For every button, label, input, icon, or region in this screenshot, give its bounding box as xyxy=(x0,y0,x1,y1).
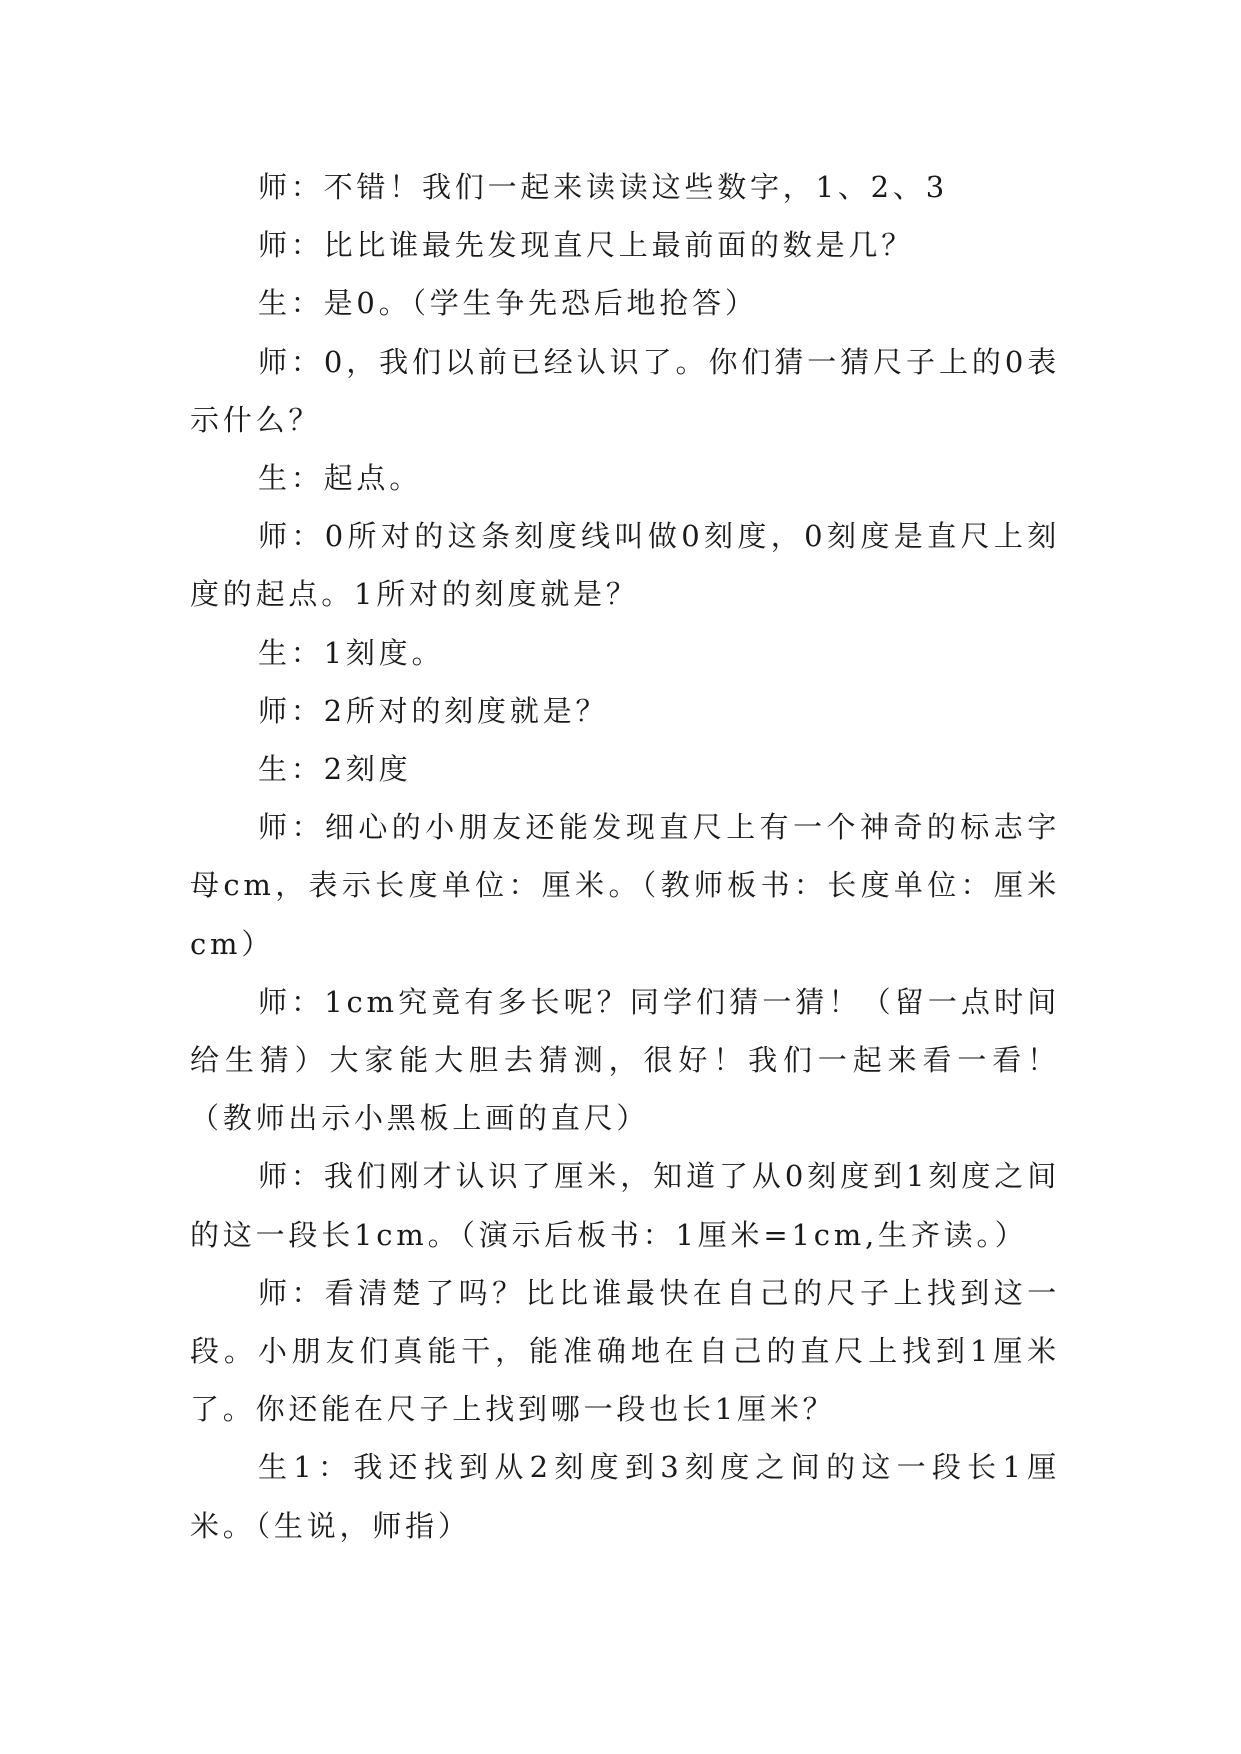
paragraph: 师：2所对的刻度就是？ xyxy=(258,693,609,728)
paragraph: 生：起点。 xyxy=(258,461,423,496)
paragraph: 生1：我还找到从2刻度到3刻度之间的这一段长1厘米。（生说，师指） xyxy=(190,1450,1060,1543)
paragraph: 师：比比谁最先发现直尺上最前面的数是几？ xyxy=(258,228,915,263)
paragraph: 师：不错！我们一起来读读这些数字，1、2、3 xyxy=(258,170,948,204)
paragraph: 生：是0。（学生争先恐后地抢答） xyxy=(258,286,758,321)
paragraph: 师：我们刚才认识了厘米，知道了从0刻度到1刻度之间的这一段长1cm。（演示后板书：1厘米=1cm,生齐读。） xyxy=(190,1159,1060,1252)
paragraph: 师：0所对的这条刻度线叫做0刻度，0刻度是直尺上刻度的起点。1所对的刻度就是？ xyxy=(190,519,1060,612)
paragraph: 生：1刻度。 xyxy=(258,635,445,670)
document-body xyxy=(190,158,1060,1555)
paragraph: 师：细心的小朋友还能发现直尺上有一个神奇的标志字母cm，表示长度单位：厘米。（教师板书：长度单位：厘米cm） xyxy=(190,810,1060,961)
paragraph: 师：0，我们以前已经认识了。你们猜一猜尺子上的0表示什么？ xyxy=(190,344,1060,437)
paragraph: 生：2刻度 xyxy=(258,752,412,787)
paragraph: 师：看清楚了吗？比比谁最快在自己的尺子上找到这一段。小朋友们真能干，能准确地在自己的直尺上找到1厘米了。你还能在尺子上找到哪一段也长1厘米？ xyxy=(190,1275,1060,1427)
paragraph: 师：1cm究竟有多长呢？同学们猜一猜！（留一点时间给生猜）大家能大胆去猜测，很好！我们一起来看一看！（教师出示小黑板上画的直尺） xyxy=(190,984,1060,1136)
